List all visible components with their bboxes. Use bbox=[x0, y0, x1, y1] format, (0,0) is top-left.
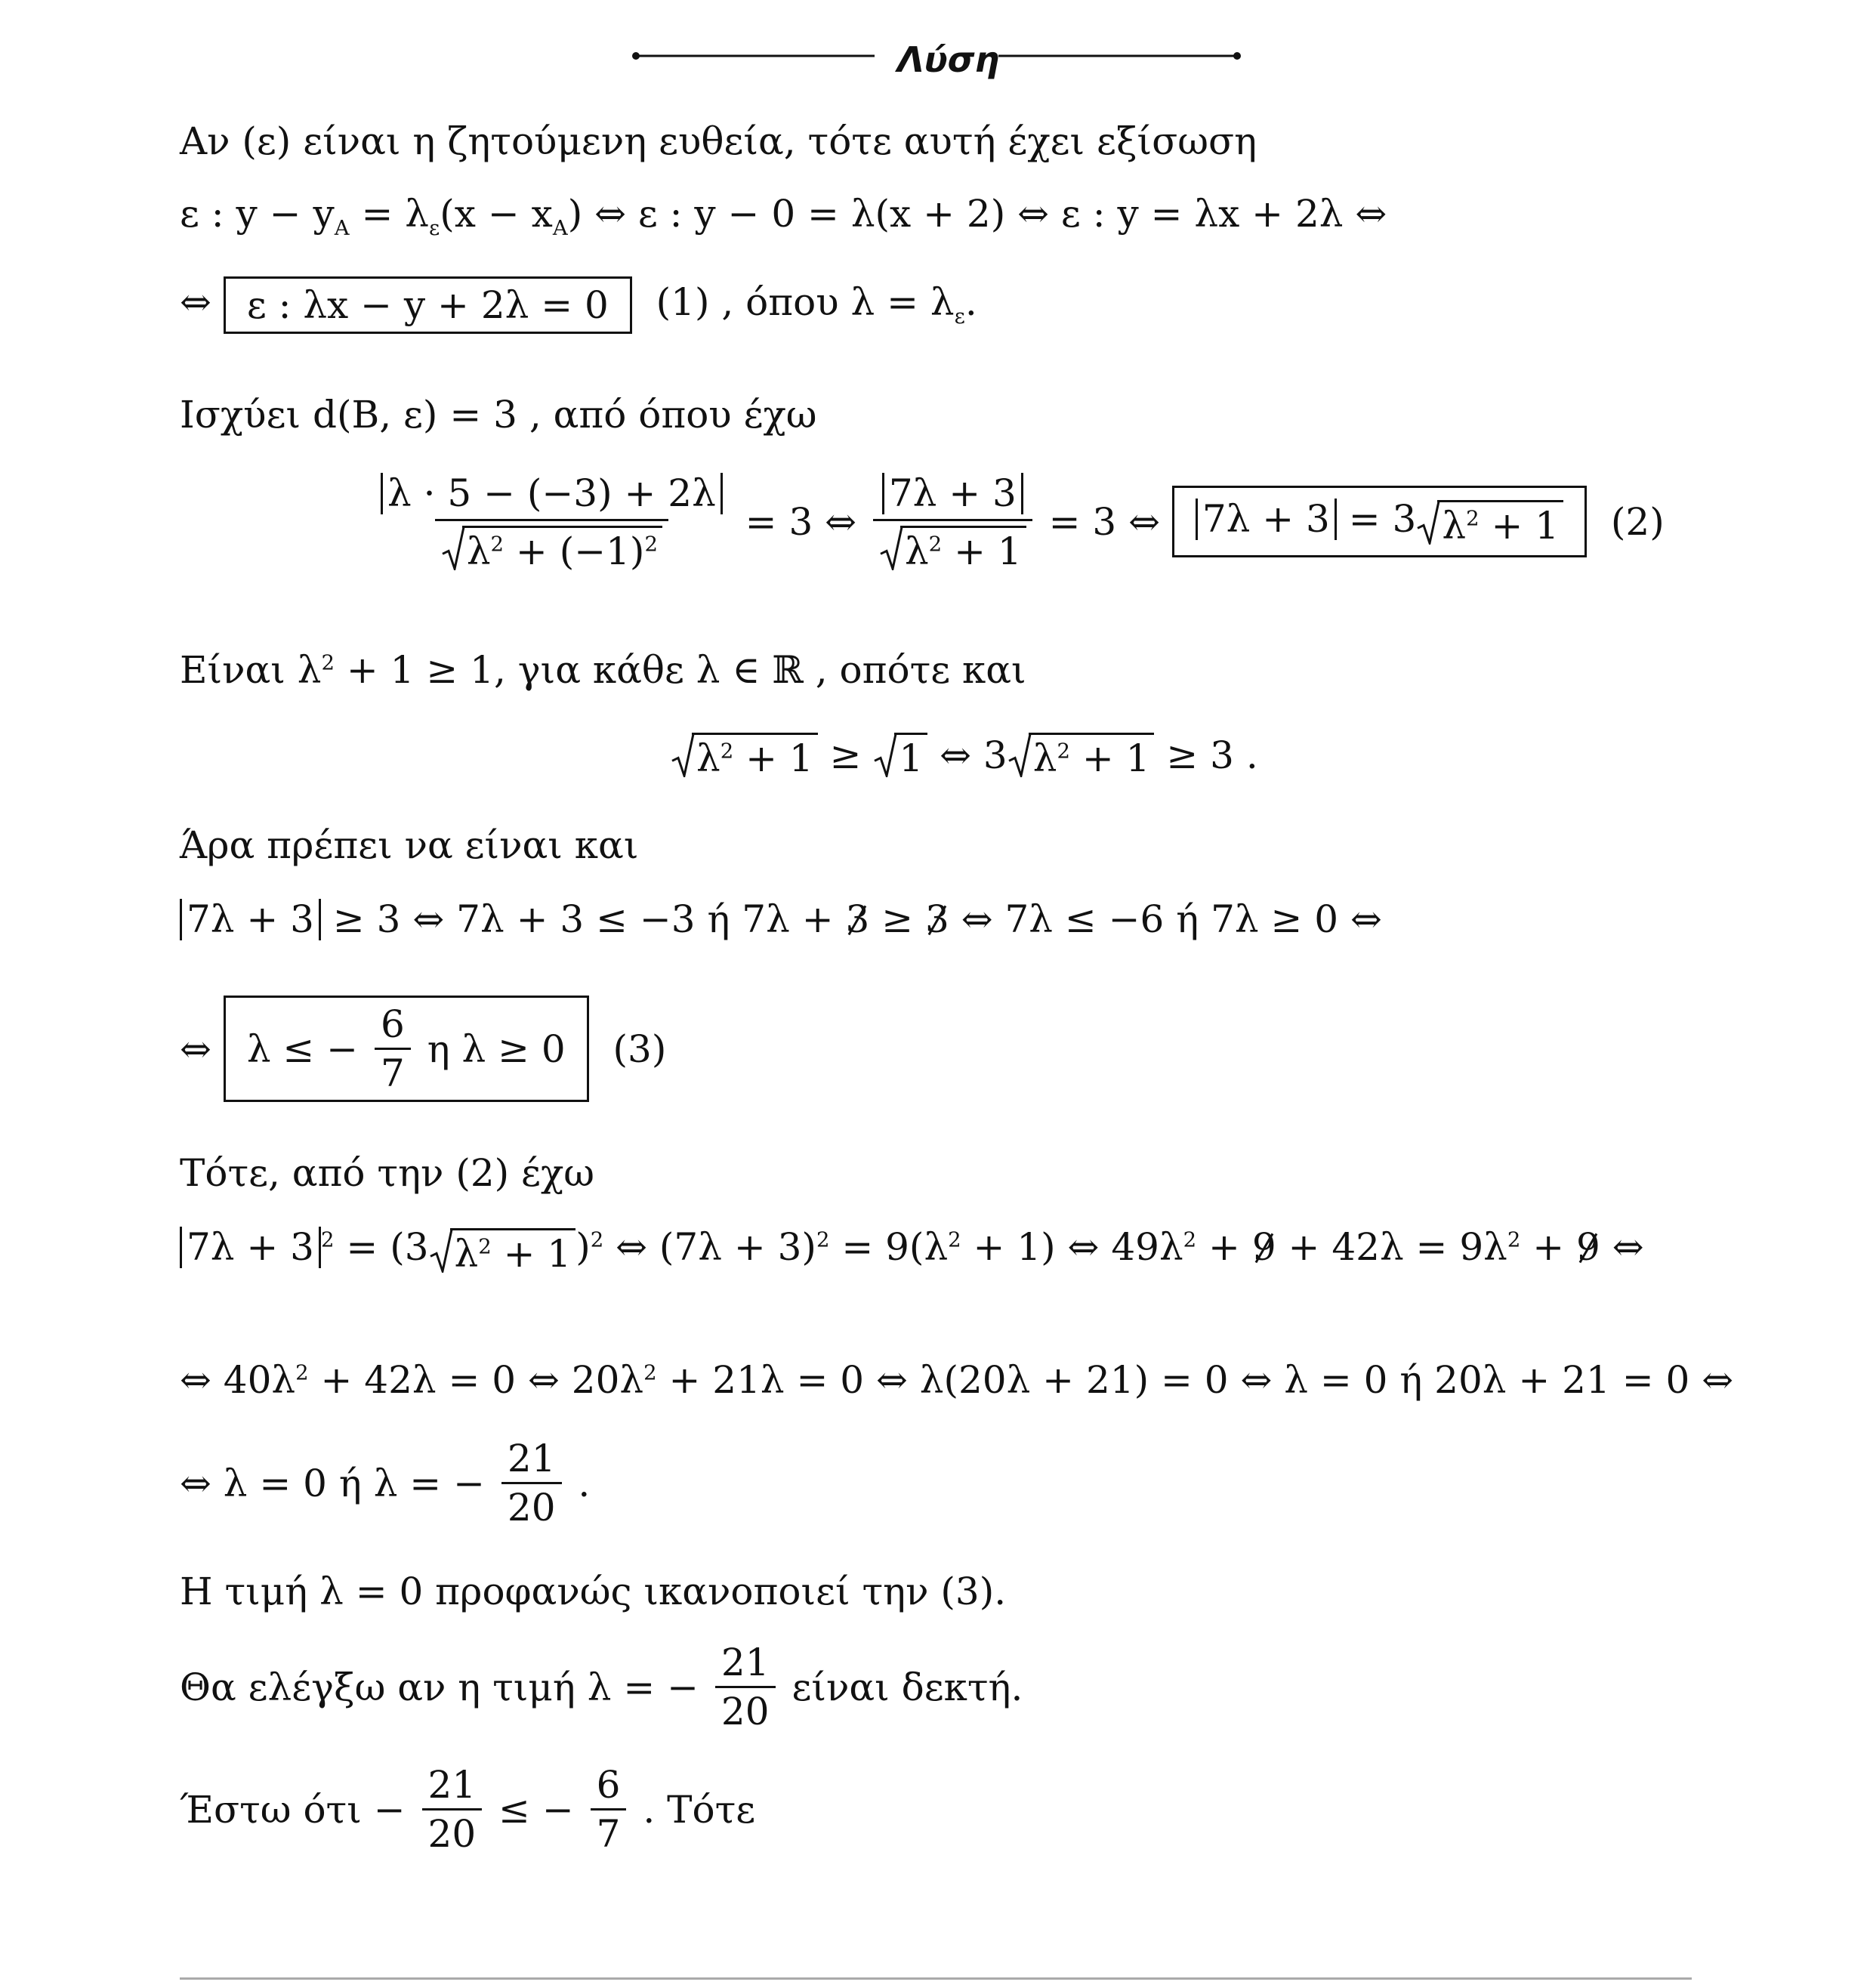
sqrt bbox=[1007, 733, 1155, 780]
math: ⇔ 3 bbox=[940, 733, 1007, 777]
math: 9 bbox=[1576, 1225, 1600, 1269]
math: ⇔ 40λ bbox=[180, 1358, 296, 1402]
math: 2 bbox=[590, 1227, 604, 1252]
math: ⇔ (7λ + 3) bbox=[603, 1225, 816, 1269]
math: + 1 bbox=[491, 1231, 572, 1276]
sqrt bbox=[671, 733, 818, 780]
math: λ bbox=[696, 736, 721, 780]
math: λ · 5 − (−3) + 2λ bbox=[381, 473, 723, 514]
sqrt bbox=[873, 733, 927, 780]
math: 2 bbox=[948, 1227, 961, 1252]
math: 7 bbox=[375, 1048, 411, 1092]
math: 3 bbox=[924, 897, 949, 941]
math: ⇔ bbox=[180, 280, 211, 324]
math: 2 bbox=[1057, 739, 1070, 764]
line-sqrt-inequality bbox=[671, 733, 1258, 780]
math: + 1 ≥ 1, για κάθε λ ∈ ℝ , οπότε και bbox=[334, 648, 1026, 692]
math: 2 bbox=[644, 532, 658, 557]
text: Ισχύει d(B, ε) = 3 , από όπου έχω bbox=[180, 393, 817, 437]
math: 2 bbox=[1507, 1227, 1521, 1252]
math: λ bbox=[466, 529, 491, 573]
math: 21 bbox=[427, 1763, 477, 1807]
line-squaring: 7λ + 3 $^2$ = (3 $\lambda^2 + 1$ )$^2$ ⇔ $(7\lambda + 3)^2 = 9(\lambda^2 + 1)$ ⇔ $49\lambda^2 + 9 + 42\lambda = 9\lambda^2 + 9$ ⇔ bbox=[180, 1227, 1644, 1273]
page-title: Λύση bbox=[897, 39, 1000, 80]
math: ⇔ bbox=[1600, 1225, 1644, 1269]
math: λ bbox=[904, 529, 929, 573]
math: Είναι λ bbox=[180, 648, 322, 692]
line-therefore bbox=[180, 823, 639, 867]
line-check-zero bbox=[180, 1570, 1007, 1613]
math: 2 bbox=[321, 1227, 335, 1252]
fraction bbox=[715, 1641, 776, 1733]
math: + 1 bbox=[1069, 736, 1150, 780]
math: 6 bbox=[380, 1002, 405, 1046]
math: ⇔ λ = 0 ή λ = − bbox=[180, 1461, 485, 1505]
text: Τότε, από την (2) έχω bbox=[180, 1151, 595, 1195]
math: 2 bbox=[720, 739, 734, 764]
math: 6 bbox=[596, 1763, 621, 1807]
math: λ bbox=[1032, 736, 1057, 780]
text: Άρα πρέπει να είναι και bbox=[180, 823, 639, 867]
line-assume bbox=[180, 1763, 756, 1856]
math: 7λ + 3 bbox=[180, 899, 321, 940]
math: ≤ − bbox=[498, 1787, 574, 1832]
math: η λ ≥ 0 bbox=[427, 1026, 566, 1071]
math: 7λ + 3 bbox=[1196, 499, 1337, 540]
math: + 1) ⇔ 49λ bbox=[961, 1225, 1183, 1269]
math: 2 bbox=[816, 1227, 830, 1252]
math: ε bbox=[954, 304, 965, 329]
math: + bbox=[1520, 1225, 1577, 1269]
math: 2 bbox=[321, 650, 335, 675]
math: ⇔ 7λ ≤ −6 ή 7λ ≥ 0 ⇔ bbox=[949, 897, 1382, 941]
line-equation-1 bbox=[180, 192, 1387, 240]
math: Θα ελέγξω αν η τιμή λ = − bbox=[180, 1665, 699, 1709]
math: . bbox=[578, 1461, 591, 1505]
math: = 9(λ bbox=[829, 1225, 949, 1269]
text: Έστω ότι − bbox=[180, 1787, 406, 1832]
math: λ bbox=[454, 1231, 479, 1276]
math: 2 bbox=[295, 1360, 309, 1385]
math: A bbox=[334, 216, 350, 240]
line-boxed-condition bbox=[180, 996, 666, 1102]
fraction bbox=[501, 1437, 562, 1530]
line-abs-inequality bbox=[180, 899, 1382, 940]
math: 3 bbox=[404, 1225, 429, 1269]
line-distance-formula bbox=[370, 471, 1665, 573]
math: + 42λ = 9λ bbox=[1276, 1225, 1507, 1269]
math: ≥ 3 . bbox=[1166, 733, 1258, 777]
fraction bbox=[422, 1763, 483, 1856]
math: 2 bbox=[1466, 506, 1480, 531]
math: 7λ + 3 bbox=[180, 1227, 321, 1268]
math: ε : y − y bbox=[180, 192, 335, 236]
text: είναι δεκτή. bbox=[791, 1665, 1023, 1709]
line-quadratic bbox=[180, 1358, 1734, 1402]
line-condition bbox=[180, 648, 1026, 692]
math: 21 bbox=[507, 1437, 556, 1480]
line-distance bbox=[180, 393, 817, 437]
boxed-equation-3 bbox=[224, 996, 589, 1102]
fraction bbox=[375, 471, 729, 573]
line-intro bbox=[180, 119, 1257, 163]
math: 2 bbox=[478, 1233, 492, 1258]
math: = bbox=[334, 1225, 390, 1269]
math: (x − x bbox=[440, 192, 553, 236]
math: 20 bbox=[422, 1808, 483, 1853]
math: 2 bbox=[928, 532, 943, 557]
math: 9 bbox=[1251, 1225, 1276, 1269]
line-solutions bbox=[180, 1437, 591, 1530]
math: 2 bbox=[643, 1360, 657, 1385]
text: . Τότε bbox=[643, 1787, 756, 1832]
math: + 21λ = 0 ⇔ λ(20λ + 21) = 0 ⇔ λ = 0 ή 20λ + 21 = 0 ⇔ bbox=[656, 1358, 1734, 1402]
math: + 42λ = 0 ⇔ 20λ bbox=[308, 1358, 644, 1402]
math: ε bbox=[428, 216, 440, 240]
math: + 1 bbox=[733, 736, 813, 780]
footer-rule bbox=[180, 1977, 1692, 1980]
sqrt bbox=[441, 526, 662, 573]
math: ≥ 3 ⇔ 7λ + 3 ≤ −3 ή 7λ + bbox=[321, 897, 846, 941]
math: + (−1) bbox=[504, 529, 645, 573]
sqrt bbox=[1416, 500, 1563, 548]
math: A bbox=[552, 216, 568, 240]
math: 20 bbox=[715, 1686, 776, 1730]
line-then bbox=[180, 1151, 595, 1195]
boxed-equation-2 bbox=[1172, 486, 1587, 557]
sqrt bbox=[879, 526, 1026, 573]
math: 2 bbox=[490, 532, 505, 557]
fraction bbox=[591, 1763, 627, 1856]
math: λ bbox=[1442, 503, 1467, 548]
math: 21 bbox=[721, 1641, 770, 1684]
math: 3 bbox=[845, 897, 870, 941]
math: + bbox=[1196, 1225, 1252, 1269]
math: + 1 bbox=[942, 529, 1022, 573]
text: Αν (ε) είναι η ζητούμενη ευθεία, τότε αυτή έχει εξίσωση bbox=[180, 119, 1257, 163]
math: = λ bbox=[349, 192, 429, 236]
section-header bbox=[631, 39, 1242, 80]
math: = 3 ⇔ bbox=[745, 499, 857, 544]
math: ≥ bbox=[869, 897, 925, 941]
math: ≥ bbox=[829, 733, 862, 777]
math: 7 bbox=[591, 1808, 627, 1853]
math: λ ≤ − bbox=[246, 1026, 359, 1071]
math: + 1 bbox=[1479, 503, 1560, 548]
math: 1 bbox=[894, 733, 927, 777]
math: ⇔ bbox=[180, 1026, 211, 1071]
line-check-value bbox=[180, 1641, 1023, 1733]
fraction bbox=[873, 471, 1032, 573]
sqrt bbox=[429, 1228, 576, 1276]
equation-tag: (3) bbox=[613, 1026, 667, 1071]
math: (1) , όπου λ = λ bbox=[656, 280, 955, 324]
equation-tag: (2) bbox=[1610, 499, 1665, 544]
text: Η τιμή λ = 0 προφανώς ικανοποιεί την (3). bbox=[180, 1570, 1007, 1613]
math: 2 bbox=[1183, 1227, 1197, 1252]
math: 7λ + 3 bbox=[882, 473, 1023, 514]
math: ) ⇔ ε : y − 0 = λ(x + 2) ⇔ ε : y = λx + 2λ ⇔ bbox=[567, 192, 1387, 236]
math: . bbox=[964, 280, 977, 324]
line-equation-boxed-1 bbox=[180, 276, 977, 334]
math: = 3 ⇔ bbox=[1048, 499, 1160, 544]
math: 20 bbox=[501, 1482, 562, 1526]
math: = 3 bbox=[1336, 497, 1417, 542]
fraction bbox=[375, 1002, 411, 1095]
boxed-equation-1: ε : λx − y + 2λ = 0 bbox=[224, 276, 632, 334]
